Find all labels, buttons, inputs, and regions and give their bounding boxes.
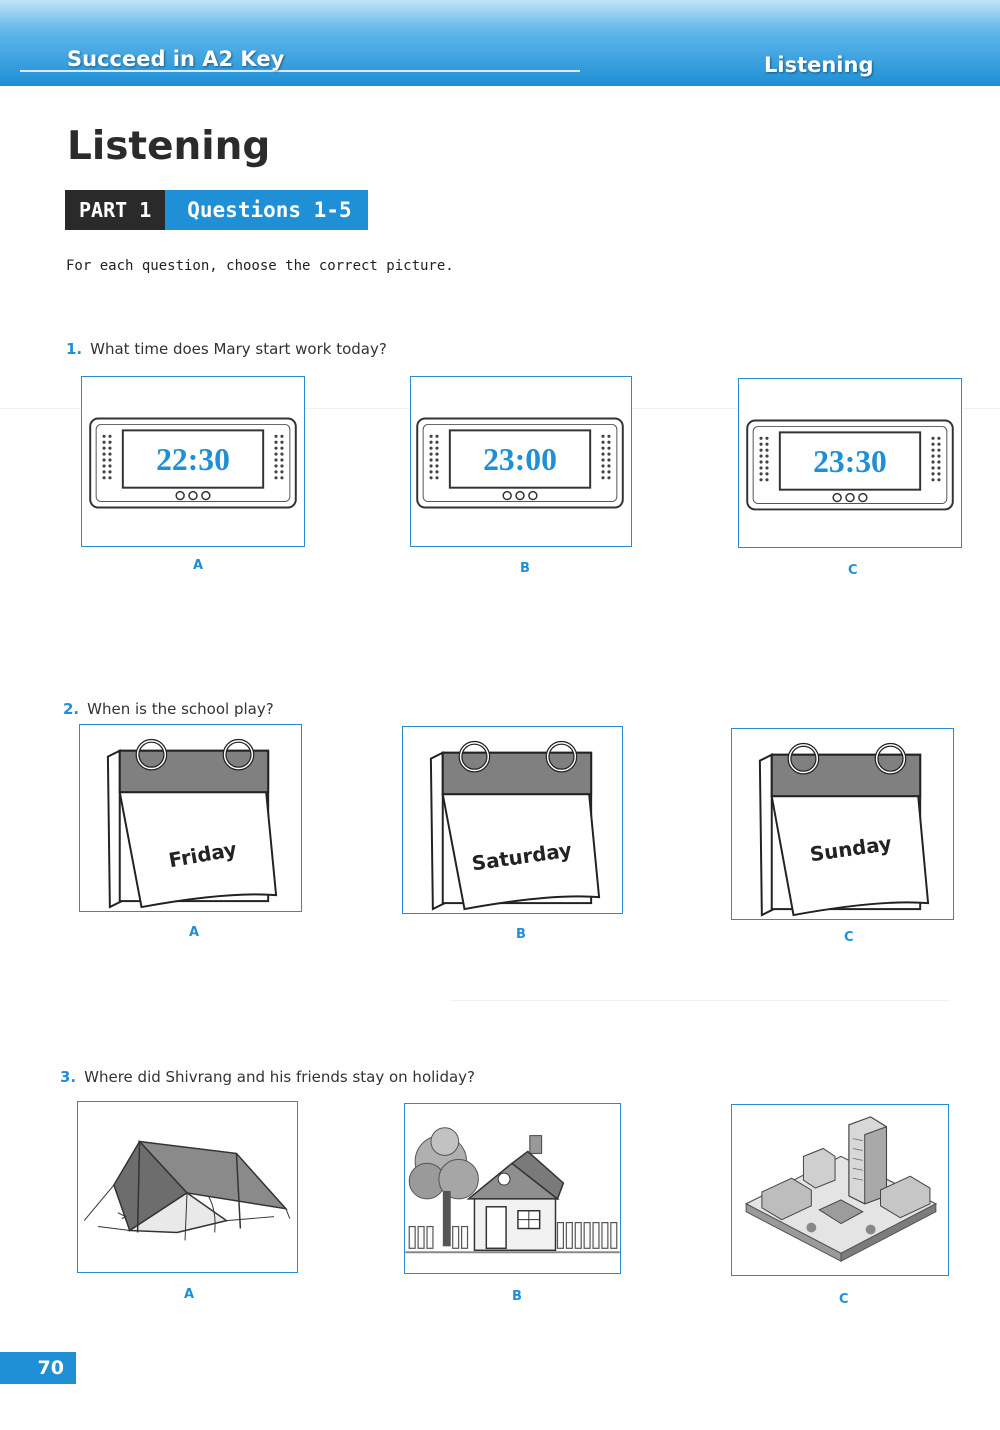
book-title: Succeed in A2 Key	[67, 47, 285, 71]
option-label: A	[189, 925, 200, 940]
clock-display: 22:30	[156, 441, 230, 477]
question-number: 3.	[60, 1068, 77, 1086]
tent-icon	[78, 1102, 297, 1272]
page-number: 70	[0, 1352, 76, 1384]
option-label: A	[193, 558, 204, 573]
question-1	[66, 340, 387, 358]
option-3a-frame[interactable]	[77, 1101, 298, 1273]
clock-display: 23:30	[813, 443, 887, 479]
question-text: When is the school play?	[87, 700, 274, 718]
option-2b-frame[interactable]	[402, 726, 623, 914]
option-label: B	[520, 561, 530, 576]
option-label: C	[844, 930, 854, 945]
option-1b-frame[interactable]	[410, 376, 632, 547]
option-2c-frame[interactable]	[731, 728, 954, 920]
calendar-day: Sunday	[808, 832, 894, 867]
option-label: B	[512, 1289, 522, 1304]
calendar-day: Friday	[167, 837, 239, 873]
option-3c-frame[interactable]	[731, 1104, 949, 1276]
clock-radio-icon	[82, 377, 304, 546]
option-3b-frame[interactable]	[404, 1103, 621, 1274]
question-text: Where did Shivrang and his friends stay on holiday?	[84, 1068, 476, 1086]
calendar-icon	[732, 729, 953, 919]
option-1c-frame[interactable]	[738, 378, 962, 548]
calendar-day: Saturday	[470, 838, 574, 876]
option-label: C	[848, 563, 858, 578]
city-icon	[732, 1105, 948, 1275]
option-1a-frame[interactable]	[81, 376, 305, 547]
clock-radio-icon	[739, 379, 961, 547]
calendar-icon	[80, 725, 301, 911]
option-label: C	[839, 1292, 849, 1307]
header-banner	[0, 0, 1000, 86]
question-3	[60, 1068, 475, 1086]
scan-line	[450, 1000, 950, 1001]
option-label: B	[516, 927, 526, 942]
calendar-icon	[403, 727, 622, 913]
clock-display: 23:00	[483, 441, 557, 477]
section-title: Listening	[764, 53, 874, 77]
part-label: PART 1	[65, 190, 165, 230]
question-2	[63, 700, 274, 718]
house-icon	[405, 1104, 620, 1273]
option-2a-frame[interactable]	[79, 724, 302, 912]
question-number: 2.	[63, 700, 80, 718]
part-questions: Questions 1-5	[165, 190, 367, 230]
part-header	[65, 190, 368, 230]
instruction-text: For each question, choose the correct picture.	[66, 258, 454, 274]
page-title: Listening	[67, 124, 271, 169]
clock-radio-icon	[411, 377, 631, 546]
question-text: What time does Mary start work today?	[90, 340, 387, 358]
question-number: 1.	[66, 340, 83, 358]
option-label: A	[184, 1287, 195, 1302]
